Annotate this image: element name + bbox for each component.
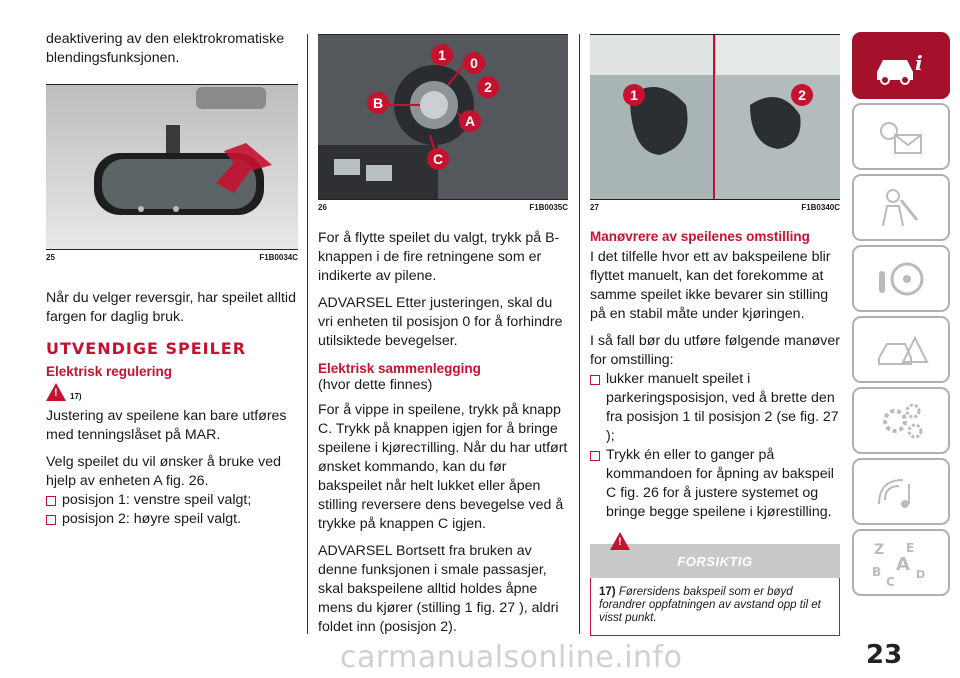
caution-label: FORSIKTIG — [677, 553, 753, 569]
svg-text:E: E — [906, 540, 915, 555]
driving-icon — [871, 257, 931, 301]
figure-code: F1B0035C — [529, 203, 568, 212]
list-item: Trykk én eller to ganger på kommandoen for åpning av bakspeil C fig. 26 for å justere systemet og bringe begge speilene i kjørestilling. — [590, 446, 840, 522]
select-mirror-text: Velg speilet du vil ønsker å bruke ved hjelp av enheten A fig. 26. — [46, 454, 282, 489]
note-text: Førersidens bakspeil som er bøyd forandrer oppfatningen av avstand opp til et visst punkt. — [599, 586, 821, 624]
tab-car-info[interactable] — [852, 32, 950, 99]
tab-warning-lights[interactable] — [852, 103, 950, 170]
move-mirror-text: For å flytte speilet du valgt, trykk på B-knappen i de fire retningene som er indikerte av pilene. — [318, 230, 560, 284]
column-divider — [579, 34, 580, 634]
column-3 — [590, 0, 840, 636]
emergency-icon — [871, 328, 931, 372]
index-icon — [866, 538, 936, 588]
figure-25-caption — [46, 253, 298, 265]
caution-header — [590, 536, 840, 578]
tab-maintenance[interactable] — [852, 387, 950, 454]
subheading-electric-folding: Elektrisk sammenlegging — [318, 361, 481, 376]
column-1 — [46, 0, 298, 529]
mirror-control-image — [318, 35, 568, 199]
chapter-sidebar — [852, 32, 950, 600]
svg-text:B: B — [872, 564, 882, 579]
checkbox-bullet-icon — [590, 451, 600, 461]
checkbox-bullet-icon — [46, 496, 56, 506]
svg-text:D: D — [916, 567, 926, 581]
intro-text: deaktivering av den elektrokromatiske blendingsfunksjonen. — [46, 31, 285, 66]
advarsel-text-2: ADVARSEL Bortsett fra bruken av denne funksjonen i smale passasjer, skal bakspeilene alltid holdes åpne mens du kjører (stilling 1 fig. 27 ), aldri foldet inn (posisjon 2). — [318, 543, 559, 635]
warning-icon: ! — [610, 532, 630, 550]
subheading-electric-adjustment: Elektrisk regulering — [46, 364, 173, 379]
warning-reference — [46, 383, 298, 401]
availability-note: (hvor dette finnes) — [318, 377, 433, 393]
svg-text:A: A — [896, 553, 910, 575]
caution-note — [590, 578, 840, 636]
list-item: posisjon 2: høyre speil valgt. — [46, 510, 298, 529]
label-2: 2 — [798, 87, 806, 103]
procedure-intro-text: I så fall bør du utføre følgende manøver for omstilling: — [590, 333, 840, 368]
warning-ref-number: 17) — [70, 392, 82, 401]
tab-starting-driving[interactable] — [852, 245, 950, 312]
ignition-text: Justering av speilene kan bare utføres med tenningslåset på MAR. — [46, 408, 287, 443]
figure-26 — [318, 34, 568, 200]
tab-index[interactable] — [852, 529, 950, 596]
maintenance-icon — [871, 399, 931, 443]
figure-25 — [46, 84, 298, 250]
fold-instructions-text: For å vippe in speilene, trykk på knapp C. Trykk på knappen igjen for å bringe speilene i kjøreстilling. Når du har utført ønsket kommando, kan du før bakspeilet når helt lukket eller åpen stilling reversere dens bevegelse ved å trykke på knappen C igjen. — [318, 402, 568, 532]
figure-number: 27 — [590, 203, 599, 212]
tab-emergency[interactable] — [852, 316, 950, 383]
door-mirror-image — [590, 35, 840, 199]
rearview-mirror-image — [46, 85, 298, 249]
figure-code: F1B0034C — [259, 253, 298, 262]
checkbox-bullet-icon — [46, 515, 56, 525]
figure-27-caption — [590, 203, 840, 215]
watermark: carmanualsonline.info — [340, 640, 683, 675]
figure-code: F1B0340C — [801, 203, 840, 212]
tab-multimedia[interactable] — [852, 458, 950, 525]
car-info-icon — [871, 46, 931, 86]
advarsel-text-1: ADVARSEL Etter justeringen, skal du vri enheten til posisjon 0 for å forhindre utilsiktede bevegelser. — [318, 295, 563, 349]
column-divider — [307, 34, 308, 634]
reverse-gear-text: Når du velger reversgir, har speilet alltid fargen for daglig bruk. — [46, 290, 296, 325]
figure-number: 26 — [318, 203, 327, 212]
svg-text:Z: Z — [874, 541, 885, 558]
warning-lights-icon — [871, 115, 931, 159]
figure-number: 25 — [46, 253, 55, 262]
label-b: B — [372, 95, 384, 111]
label-1: 1 — [438, 47, 446, 63]
checkbox-bullet-icon — [590, 375, 600, 385]
section-heading: UTVENDIGE SPEILER — [46, 339, 247, 358]
label-1: 1 — [630, 87, 638, 103]
label-a: A — [464, 113, 476, 129]
svg-text:i: i — [915, 50, 923, 75]
subheading-mirror-reset: Manøvrere av speilenes omstilling — [590, 229, 810, 244]
figure-26-caption — [318, 203, 568, 215]
label-0: 0 — [470, 55, 478, 71]
safety-icon — [871, 186, 931, 230]
figure-27 — [590, 34, 840, 200]
label-2: 2 — [484, 79, 492, 95]
list-item: posisjon 1: venstre speil valgt; — [46, 491, 298, 510]
list-item: lukker manuelt speilet i parkeringsposisjon, ved å brette den fra posisjon 1 til posisjon 2 (se fig. 27 ); — [590, 370, 840, 446]
multimedia-icon — [871, 470, 931, 514]
warning-icon: ! — [46, 383, 66, 401]
svg-text:C: C — [886, 574, 895, 588]
tab-safety[interactable] — [852, 174, 950, 241]
label-c: C — [432, 151, 444, 167]
manual-move-text: I det tilfelle hvor ett av bakspeilene blir flyttet manuelt, kan det forekomme at samme speilet ikke bevarer sin stilling på en stabil måte under kjøringen. — [590, 249, 831, 322]
page-number: 23 — [866, 640, 903, 670]
column-2 — [318, 0, 568, 637]
note-ref: 17) — [599, 586, 616, 598]
